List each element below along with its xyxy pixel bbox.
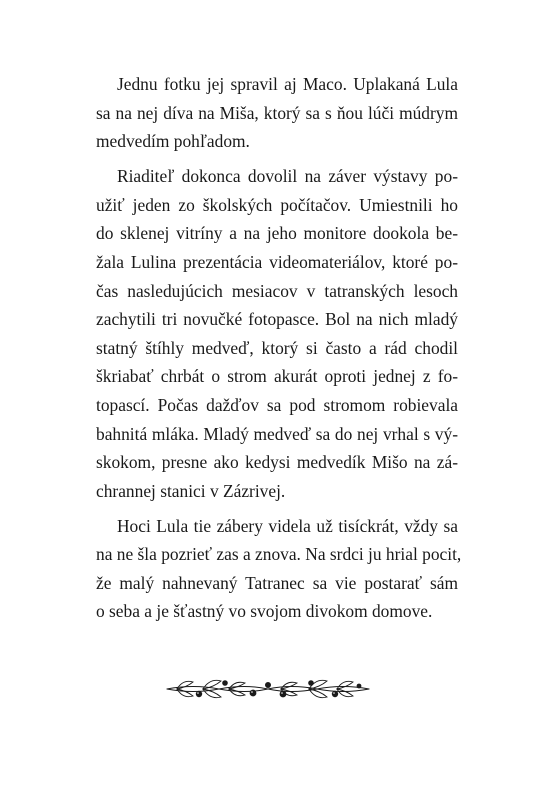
text-line: Hoci Lula tie zábery videla už tisíckrát, vždy sa: [117, 515, 458, 536]
paragraph-1: [96, 70, 458, 156]
page-text: [96, 70, 462, 632]
text-line: žala Lulina prezentácia videomateriálov, ktoré po-: [96, 251, 458, 272]
text-line: statný štíhly medveď, ktorý si často a rád chodil: [96, 337, 458, 358]
text-line: medvedím pohľadom.: [96, 131, 250, 152]
text-line: na ne šla pozrieť zas a znova. Na srdci ju hrial pocit,: [96, 544, 462, 565]
text-line: chrannej stanici v Zázrivej.: [96, 480, 286, 501]
text-line: bahnitá mláka. Mladý medveď sa do nej vrhal s vý-: [96, 423, 458, 444]
paragraph-2: [96, 162, 458, 505]
text-line: Riaditeľ dokonca dovolil na záver výstavy po-: [117, 166, 458, 187]
text-line: že malý nahnevaný Tatranec sa vie postarať sám: [96, 572, 458, 593]
text-line: topascí. Počas dažďov sa pod stromom robievala: [96, 394, 458, 415]
text-line: sa na nej díva na Miša, ktorý sa s ňou lúči múdrym: [96, 102, 458, 123]
berry-vine-ornament-icon: [163, 674, 373, 704]
text-line: o seba a je šťastný vo svojom divokom domove.: [96, 601, 433, 622]
text-line: do sklenej vitríny a na jeho monitore dookola be-: [96, 223, 458, 244]
paragraph-3: [96, 512, 462, 626]
text-line: Jednu fotku jej spravil aj Maco. Uplakaná Lula: [117, 74, 458, 94]
text-line: užiť jeden zo školských počítačov. Umiestnili ho: [96, 194, 458, 215]
text-line: zachytili tri novučké fotopasce. Bol na nich mladý: [96, 309, 458, 330]
text-line: skokom, presne ako kedysi medvedík Mišo na zá-: [96, 452, 458, 473]
text-line: škriabať chrbát o strom akurát oproti jednej z fo-: [96, 366, 458, 387]
text-line: čas nasledujúcich mesiacov v tatranských lesoch: [96, 280, 458, 301]
